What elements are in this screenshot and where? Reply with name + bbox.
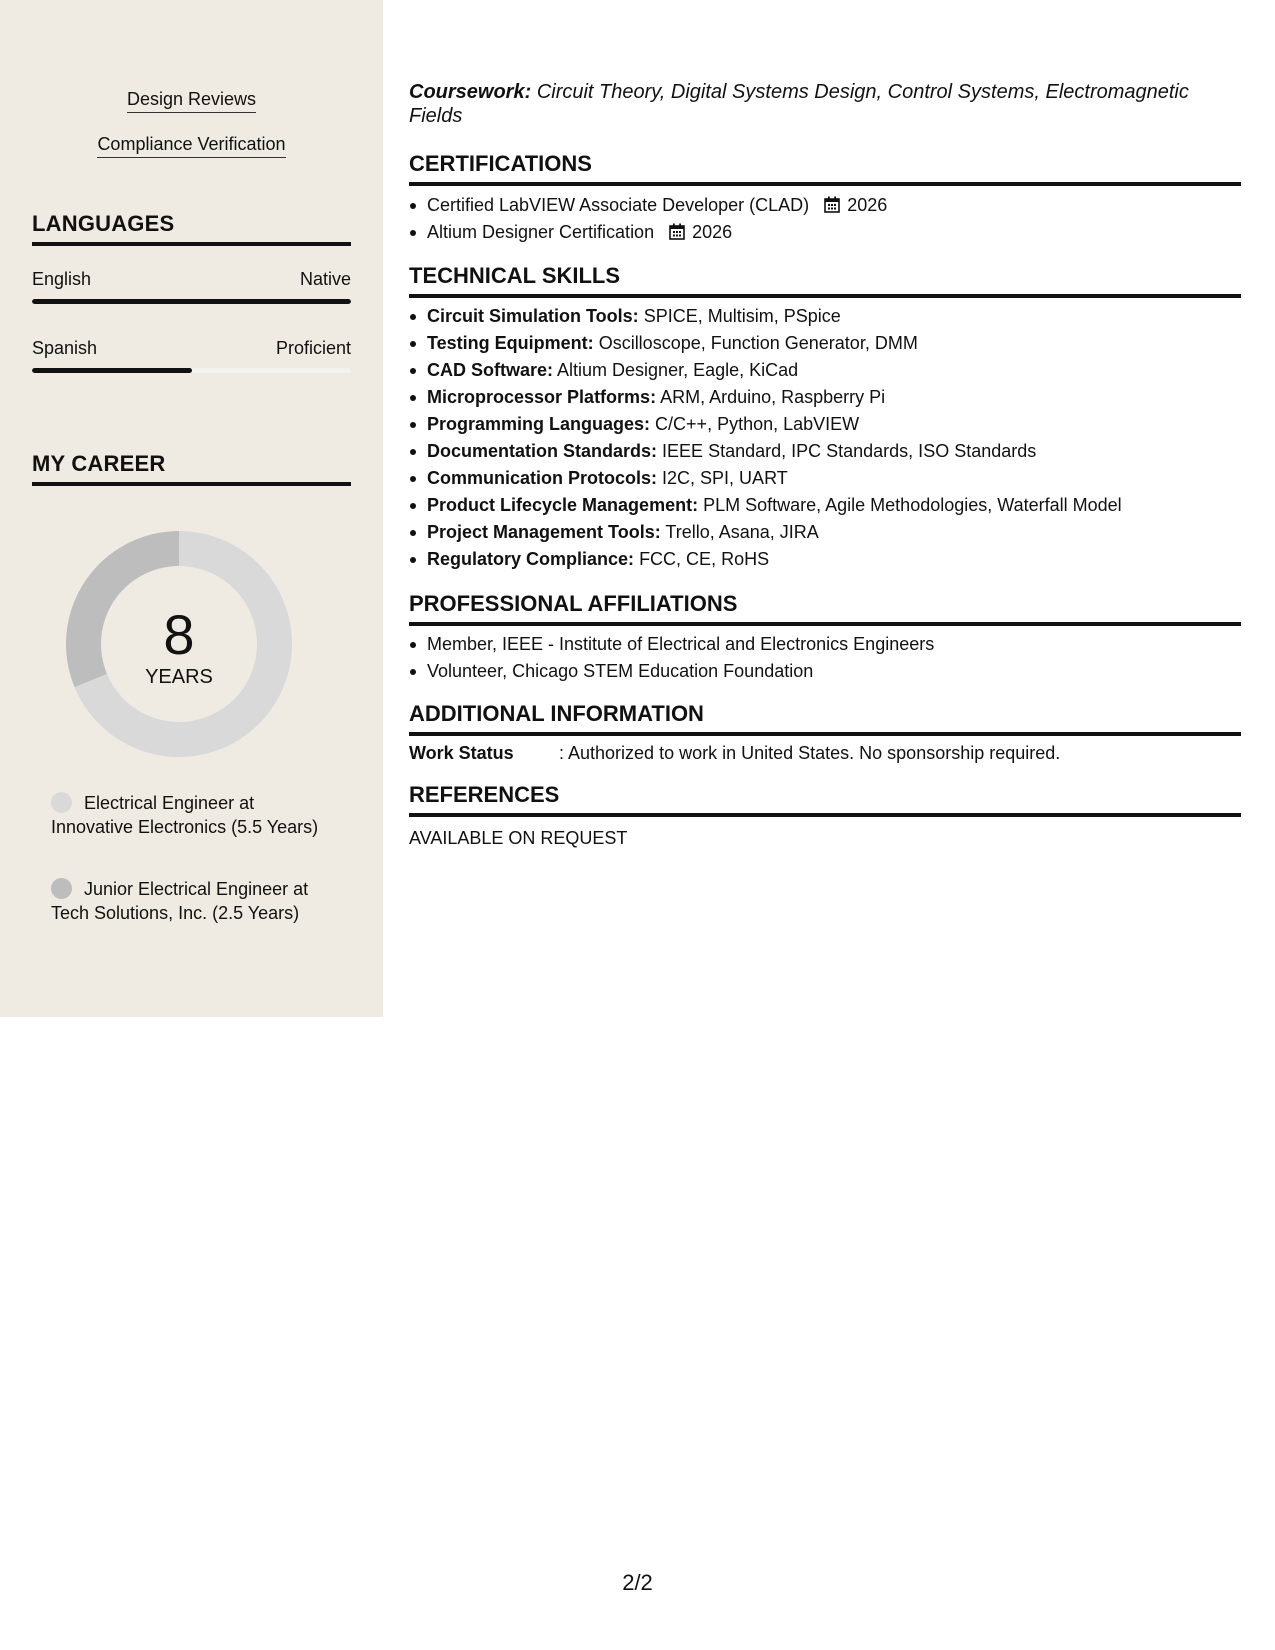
skill-link-label: Compliance Verification <box>97 133 285 158</box>
certification-name: Altium Designer Certification <box>427 222 655 242</box>
coursework <box>409 80 1229 128</box>
skill-item <box>409 411 1241 438</box>
skill-label: Communication Protocols: <box>427 468 658 488</box>
certification-year: 2026 <box>692 222 733 242</box>
affiliations-list <box>409 631 1241 685</box>
certifications-list <box>409 192 1241 246</box>
skill-value: C/C++, Python, LabVIEW <box>655 414 860 434</box>
skill-item <box>409 519 1241 546</box>
language-proficiency-bar-english <box>32 299 351 304</box>
skill-label: Testing Equipment: <box>427 333 594 353</box>
language-level: Proficient <box>275 338 351 358</box>
skill-item <box>409 465 1241 492</box>
affiliation-item: Volunteer, Chicago STEM Education Foundation <box>409 658 1241 685</box>
skill-link-label: Design Reviews <box>127 88 256 113</box>
coursework-text: Circuit Theory, Digital Systems Design, Control Systems, Electromagnetic Fields <box>409 81 1189 127</box>
skill-item <box>409 438 1241 465</box>
skill-label: Regulatory Compliance: <box>427 549 635 569</box>
skill-label: Programming Languages: <box>427 414 651 434</box>
certifications-heading: CERTIFICATIONS <box>409 150 1241 186</box>
skill-value: PLM Software, Agile Methodologies, Waterfall Model <box>703 495 1122 515</box>
language-proficiency-fill <box>32 299 351 304</box>
language-proficiency-fill <box>32 368 192 373</box>
skill-label: Product Lifecycle Management: <box>427 495 699 515</box>
career-legend-dot <box>51 792 72 813</box>
career-years-unit: YEARS <box>145 666 213 688</box>
career-heading: MY CAREER <box>32 450 351 486</box>
skill-label: Microprocessor Platforms: <box>427 387 657 407</box>
certification-item <box>409 192 1241 219</box>
skill-label: Circuit Simulation Tools: <box>427 306 639 326</box>
skill-value: SPICE, Multisim, PSpice <box>643 306 841 326</box>
language-level: Native <box>299 269 351 289</box>
career-legend-dot <box>51 878 72 899</box>
career-item-text: Electrical Engineer at Innovative Electronics (5.5 Years) <box>51 793 319 837</box>
skill-item <box>409 303 1241 330</box>
calendar-icon <box>669 223 685 240</box>
career-item <box>51 791 331 839</box>
calendar-icon <box>824 196 840 213</box>
career-item-text: Junior Electrical Engineer at Tech Solutions, Inc. (2.5 Years) <box>51 879 309 923</box>
skill-item <box>409 546 1241 573</box>
skill-value: IEEE Standard, IPC Standards, ISO Standards <box>662 441 1037 461</box>
coursework-label: Coursework: <box>409 81 532 103</box>
technical-skills-heading: TECHNICAL SKILLS <box>409 262 1241 298</box>
skill-label: Project Management Tools: <box>427 522 661 542</box>
skill-value: Oscilloscope, Function Generator, DMM <box>598 333 918 353</box>
skill-value: Trello, Asana, JIRA <box>665 522 819 542</box>
certification-year: 2026 <box>847 195 888 215</box>
skill-item <box>409 492 1241 519</box>
skill-item <box>409 330 1241 357</box>
language-row-spanish <box>32 337 351 359</box>
page-number: 2/2 <box>622 1570 653 1595</box>
skill-value: FCC, CE, RoHS <box>639 549 770 569</box>
language-name: Spanish <box>32 338 98 358</box>
skill-link-design-reviews[interactable] <box>0 88 383 113</box>
career-donut-chart <box>66 531 292 757</box>
technical-skills-list <box>409 303 1241 573</box>
language-name: English <box>32 269 92 289</box>
skill-value: I2C, SPI, UART <box>662 468 788 488</box>
skill-item <box>409 357 1241 384</box>
skill-value: Altium Designer, Eagle, KiCad <box>557 360 799 380</box>
language-row-english <box>32 268 351 290</box>
references-heading: REFERENCES <box>409 781 1241 817</box>
work-status-row <box>409 741 1241 765</box>
career-item <box>51 877 331 925</box>
skill-link-compliance-verification[interactable] <box>0 133 383 158</box>
skill-item <box>409 384 1241 411</box>
affiliations-heading: PROFESSIONAL AFFILIATIONS <box>409 590 1241 626</box>
certification-name: Certified LabVIEW Associate Developer (CLAD) <box>427 195 810 215</box>
work-status-value: : Authorized to work in United States. No sponsorship required. <box>559 743 1061 763</box>
skill-value: ARM, Arduino, Raspberry Pi <box>660 387 886 407</box>
work-status-label: Work Status <box>409 743 514 763</box>
certification-item <box>409 219 1241 246</box>
skill-label: Documentation Standards: <box>427 441 658 461</box>
language-proficiency-bar-spanish <box>32 368 351 373</box>
additional-information-heading: ADDITIONAL INFORMATION <box>409 700 1241 736</box>
references-text: AVAILABLE ON REQUEST <box>409 828 628 848</box>
sidebar <box>0 0 383 1017</box>
career-total-years: 8 <box>163 603 195 666</box>
affiliation-item: Member, IEEE - Institute of Electrical and Electronics Engineers <box>409 631 1241 658</box>
languages-heading: LANGUAGES <box>32 210 351 246</box>
skill-label: CAD Software: <box>427 360 554 380</box>
